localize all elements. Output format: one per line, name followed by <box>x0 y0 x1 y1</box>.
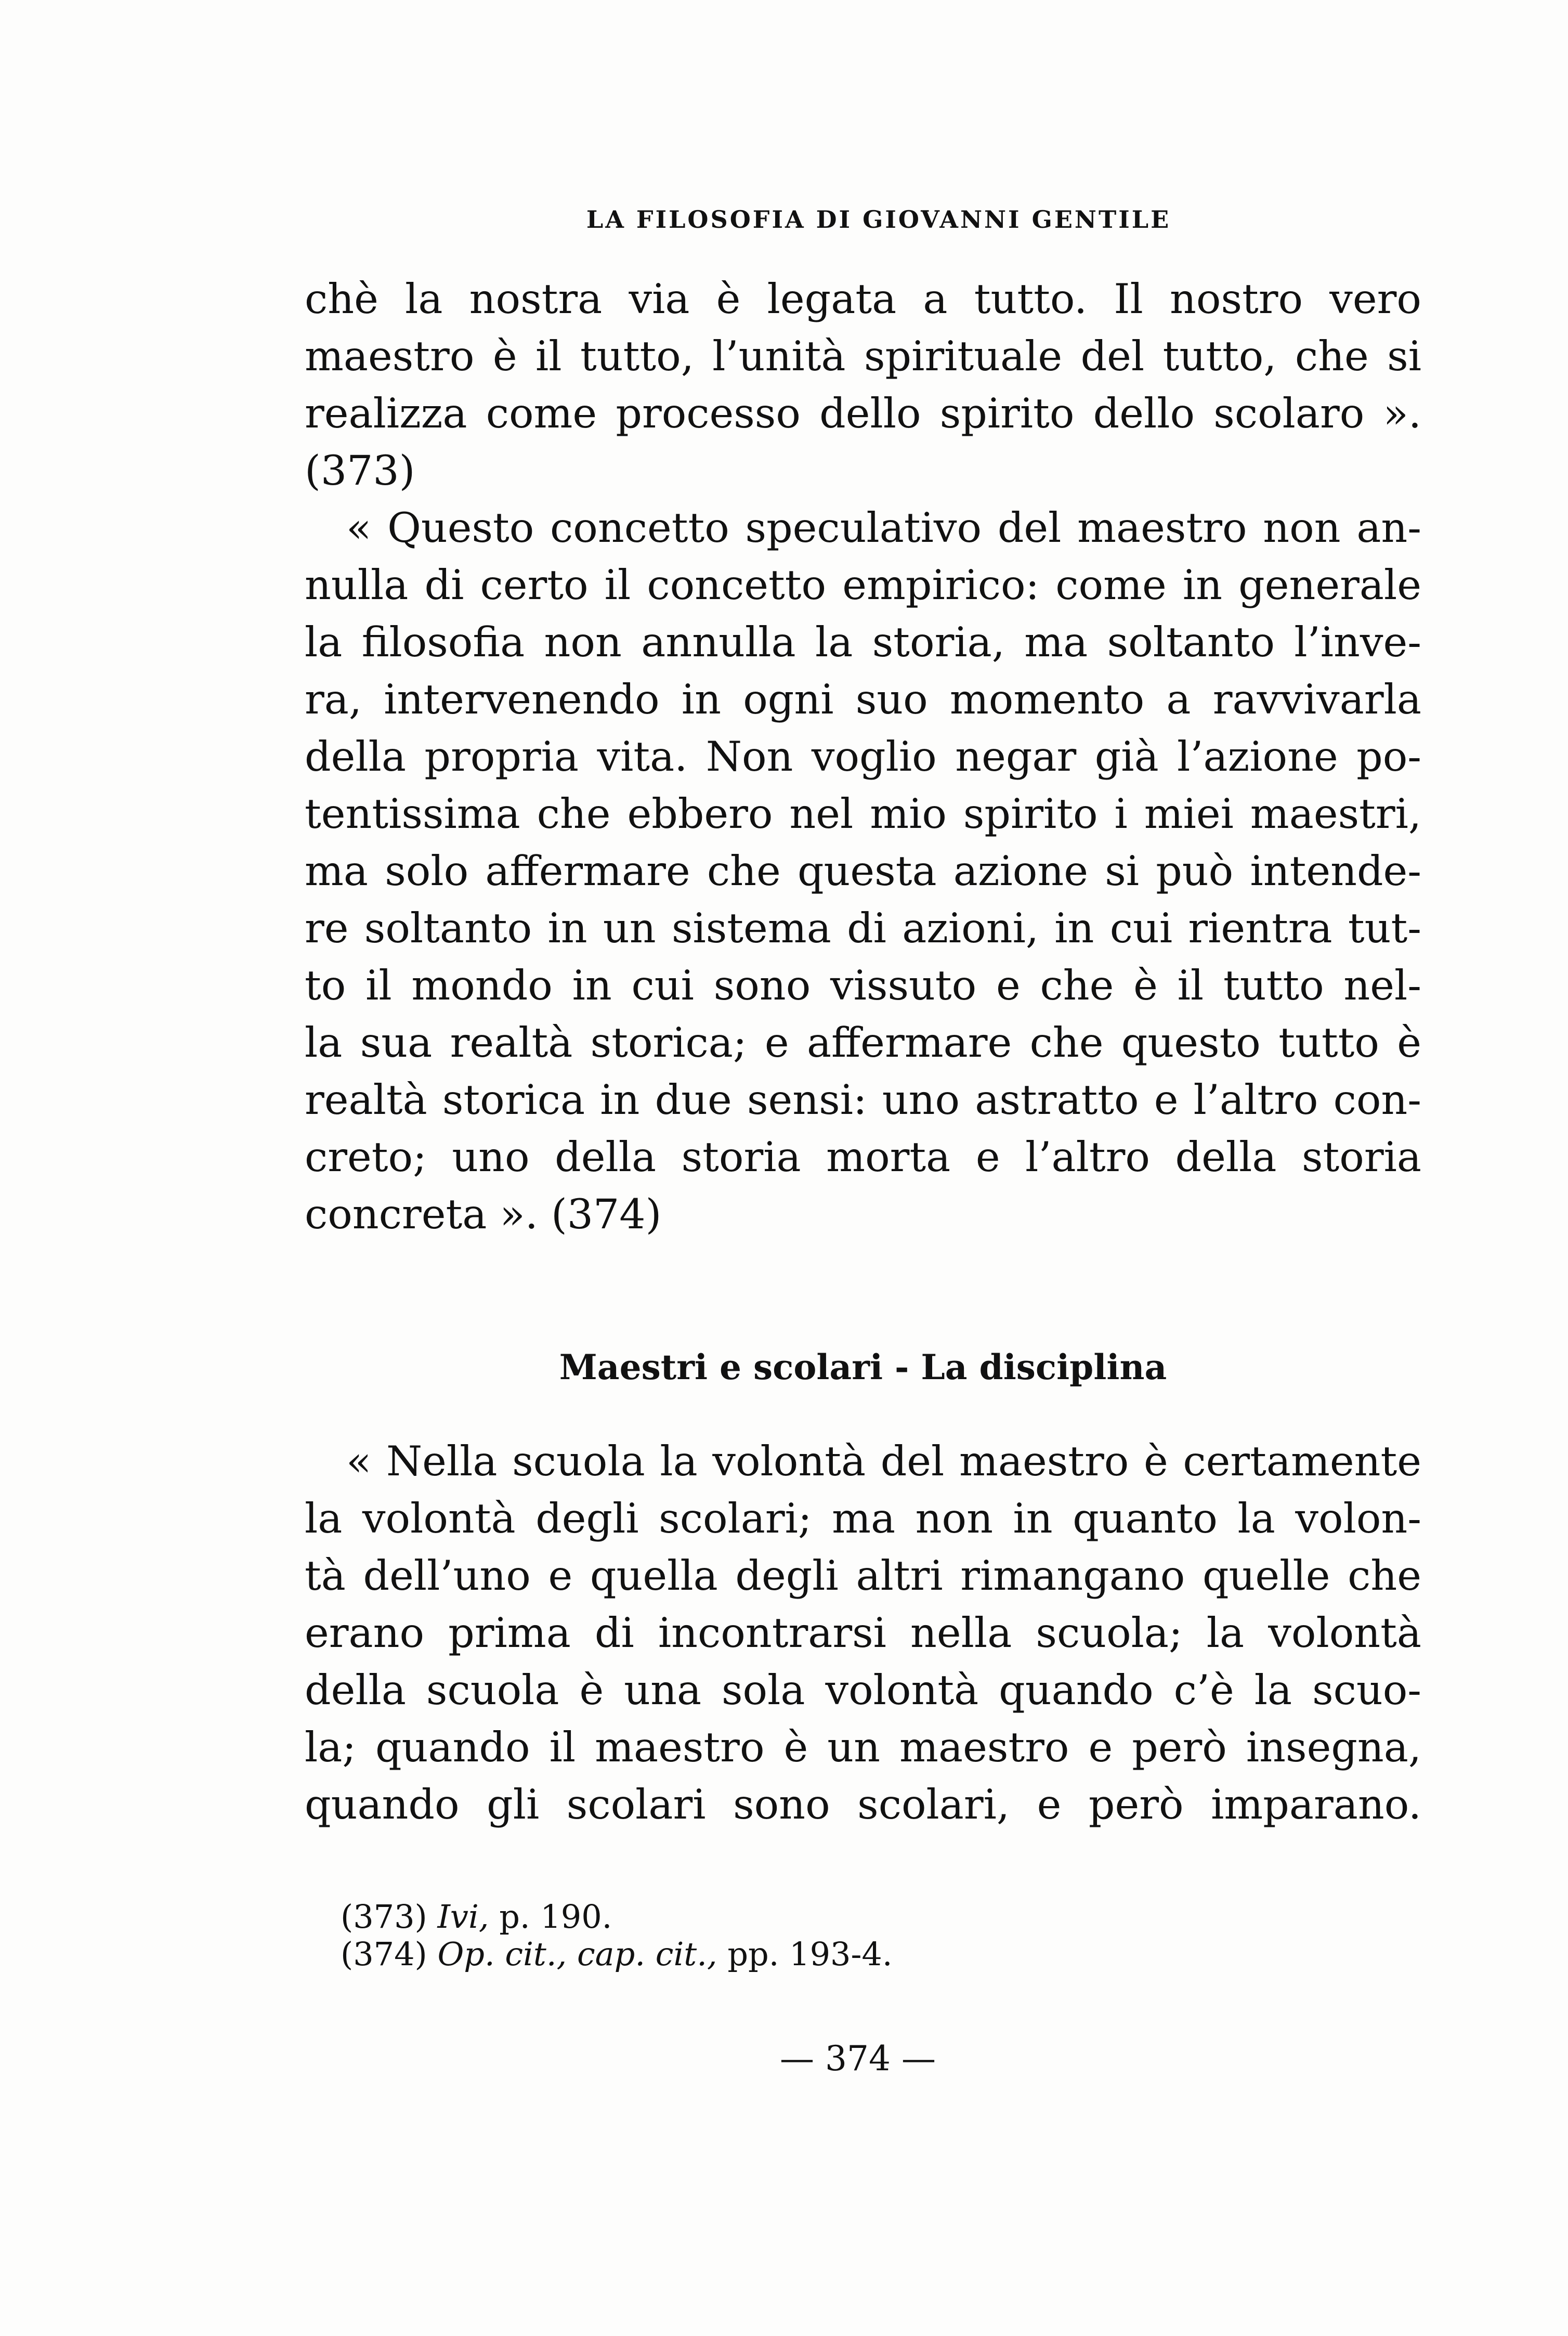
footnote-reference: (373) <box>305 447 415 495</box>
text-line: erano prima di incontrarsi nella scuola; la volontà <box>305 1609 1421 1657</box>
text-line: la filosofia non annulla la storia, ma soltanto l’inve- <box>305 618 1421 666</box>
footnote-pages: p. 190. <box>489 1898 612 1936</box>
footnote <box>341 1936 1172 1973</box>
running-head: LA FILOSOFIA DI GIOVANNI GENTILE <box>586 205 1171 233</box>
text-line: chè la nostra via è legata a tutto. Il nostro vero <box>305 275 1421 323</box>
text-line: della propria vita. Non voglio negar già l’azione po- <box>305 733 1421 781</box>
footnote-number: (374) <box>341 1935 427 1973</box>
section-heading: Maestri e scolari - La disciplina <box>559 1347 1167 1387</box>
text-line: creto; uno della storia morta e l’altro della storia <box>305 1133 1421 1181</box>
page-number: — 374 — <box>780 2039 936 2079</box>
text-line: concreta ». (374) <box>305 1190 662 1238</box>
text-block-lower <box>305 1433 1421 1833</box>
text-line: quando gli scolari sono scolari, e però imparano. <box>305 1781 1421 1828</box>
text-line: tà dell’uno e quella degli altri rimangano quelle che <box>305 1552 1421 1600</box>
text-line: « Questo concetto speculativo del maestro non an- <box>346 504 1421 552</box>
text-line: re soltanto in un sistema di azioni, in cui rientra tut- <box>305 904 1421 952</box>
text-line: della scuola è una sola volontà quando c’è la scuo- <box>305 1666 1421 1714</box>
text-line: nulla di certo il concetto empirico: come in generale <box>305 561 1421 609</box>
text-line: ma solo affermare che questa azione si può intende- <box>305 847 1421 895</box>
footnote <box>341 1898 1172 1936</box>
text-line: la volontà degli scolari; ma non in quanto la volon- <box>305 1495 1421 1542</box>
text-line: la sua realtà storica; e affermare che questo tutto è <box>305 1019 1421 1067</box>
text-line: to il mondo in cui sono vissuto e che è il tutto nel- <box>305 962 1421 1009</box>
footnotes <box>341 1898 1172 1973</box>
text-line: realizza come processo dello spirito dello scolaro ». <box>305 390 1421 437</box>
footnote-pages: pp. 193-4. <box>717 1935 893 1973</box>
text-line: ra, intervenendo in ogni suo momento a ravvivarla <box>305 676 1421 723</box>
text-line: maestro è il tutto, l’unità spirituale del tutto, che si <box>305 332 1421 380</box>
text-line: realtà storica in due sensi: uno astratto e l’altro con- <box>305 1076 1421 1124</box>
footnote-source: Op. cit., cap. cit., <box>437 1935 717 1973</box>
text-line: tentissima che ebbero nel mio spirito i miei maestri, <box>305 790 1421 838</box>
text-line: « Nella scuola la volontà del maestro è certamente <box>346 1437 1421 1485</box>
footnote-source: Ivi, <box>437 1898 489 1936</box>
footnote-number: (373) <box>341 1898 427 1936</box>
text-line: la; quando il maestro è un maestro e però insegna, <box>305 1723 1421 1771</box>
text-block-upper <box>305 270 1421 1243</box>
